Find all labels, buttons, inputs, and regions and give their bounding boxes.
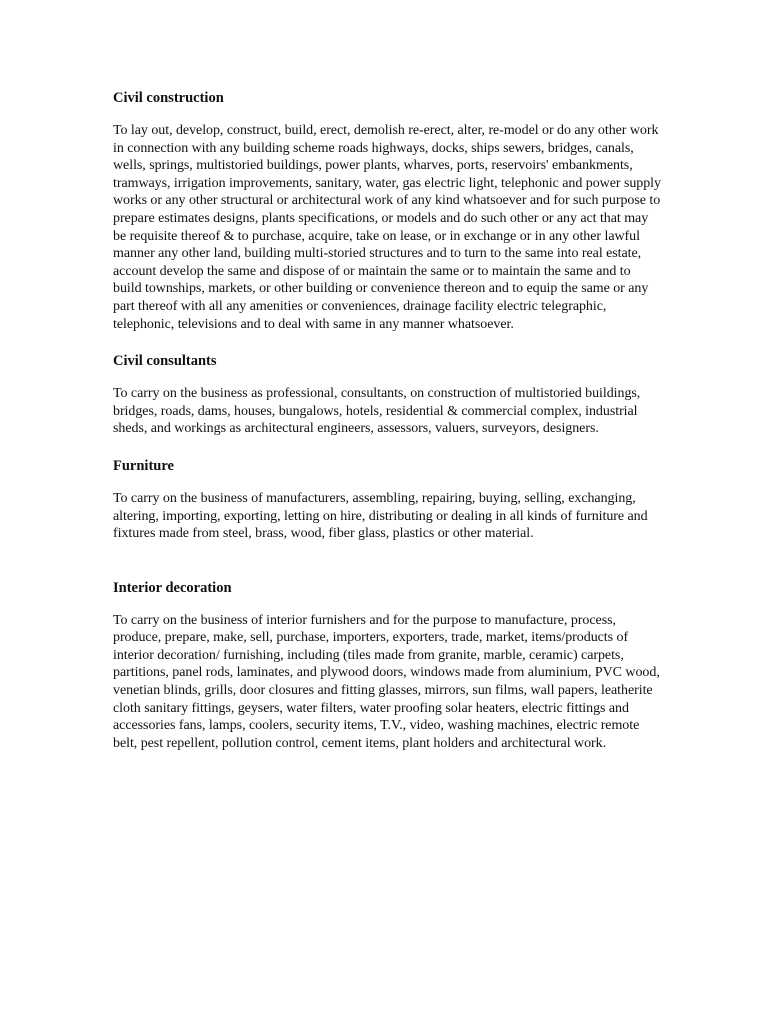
section-body: To lay out, develop, construct, build, erect, demolish re-erect, alter, re-model or do any other work in connection with any building scheme roads highways, docks, ships sewers, bridges, canals, wells, springs, multistoried buildings, power plants, wharves, ports, reservoirs' embankments, tramways, irrigation improvements, sanitary, water, gas electric light, telephonic and power supply works or any other structural or architectural work of any kind whatsoever and for such purpose to prepare estimates designs, plants specifications, or models and do such other or any act that may be requisite thereof & to purchase, acquire, take on lease, or in exchange or in any other lawful manner any other land, building multi-storied structures and to turn to the same into real estate, account develop the same and dispose of or maintain the same or to maintain the same and to build townships, markets, or other building or convenience thereon and to equip the same or any part thereof with all any amenities or conveniences, drainage facility electric telegraphic, telephonic, televisions and to deal with same in any manner whatsoever. [113,123,661,332]
section-body: To carry on the business of manufacturers, assembling, repairing, buying, selling, exchanging, altering, importing, exporting, letting on hire, distributing or dealing in all kinds of furniture and fixtures made from steel, brass, wood, fiber glass, plastics or other material. [113,490,648,542]
section-heading: Civil consultants [113,353,217,370]
section-civil-consultants [113,351,661,438]
section-furniture [113,456,661,543]
section-heading: Civil construction [113,90,224,106]
section-heading: Furniture [113,457,174,474]
section-heading: Interior decoration [113,579,232,596]
section-civil-construction [113,88,661,333]
section-body: To carry on the business as professional, consultants, on construction of multistoried buildings, bridges, roads, dams, houses, bungalows, hotels, residential & commercial complex, industrial sheds, and workings as architectural engineers, assessors, valuers, surveyors, designers. [113,386,641,437]
section-interior-decoration [113,578,661,753]
document-page [113,88,661,752]
section-body: To carry on the business of interior furnishers and for the purpose to manufacture, process, produce, prepare, make, sell, purchase, importers, exporters, trade, market, items/products of interior decoration/ furnishing, including (tiles made from granite, marble, ceramic) carpets, partitions, panel rods, laminates, and plywood doors, windows made from aluminium, PVC wood, venetian blinds, grills, door closures and fitting glasses, mirrors, sun films, wall papers, leatherite cloth sanitary fittings, geysers, water filters, water proofing solar heaters, electric fittings and accessories fans, lamps, coolers, security items, T.V., video, washing machines, electric remote belt, pest repellent, pollution control, cement items, plant holders and architectural work. [113,612,660,751]
